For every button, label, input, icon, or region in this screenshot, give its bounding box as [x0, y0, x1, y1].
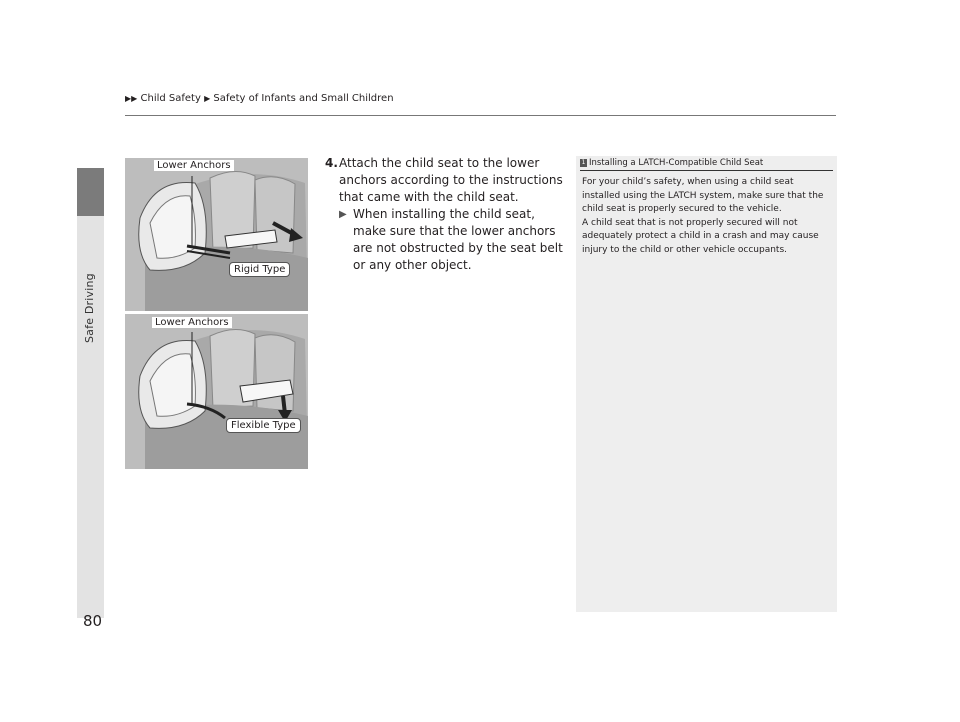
- rigid-seat-drawing: [125, 158, 308, 311]
- flexible-type-illustration: [125, 314, 308, 469]
- step-number: 4.: [325, 156, 338, 170]
- section-label: Safe Driving: [83, 273, 96, 343]
- instruction-step: [325, 155, 563, 274]
- rigid-type-illustration: [125, 158, 308, 311]
- step-text: Attach the child seat to the lower anchors according to the instructions that came with the child seat.: [339, 156, 563, 204]
- note-paragraph: For your child’s safety, when using a child seat installed using the LATCH system, make sure that the child seat is properly secured to the vehicle.: [582, 177, 824, 214]
- lower-anchors-label: Lower Anchors: [154, 160, 234, 171]
- note-box: [576, 156, 837, 612]
- note-paragraph: A child seat that is not properly secured will not adequately protect a child in a crash and may cause injury to the child or other vehicle occupants.: [582, 217, 819, 255]
- step-sub-text: When installing the child seat, make sure that the lower anchors are not obstructed by the seat belt or any other object.: [353, 207, 563, 272]
- flexible-type-tag: Flexible Type: [226, 418, 301, 433]
- breadcrumb-arrow-icon: ▶: [204, 94, 211, 103]
- side-tab: [77, 168, 104, 618]
- breadcrumb-item[interactable]: Safety of Infants and Small Children: [213, 93, 394, 104]
- note-text: [582, 176, 830, 257]
- side-tab-marker: [77, 168, 104, 216]
- rigid-type-tag: Rigid Type: [229, 262, 290, 277]
- note-ref-icon: 1: [581, 159, 586, 166]
- breadcrumb-item[interactable]: Child Safety: [140, 93, 201, 104]
- header-rule: [125, 115, 836, 116]
- sub-arrow-icon: ▶: [339, 209, 347, 220]
- breadcrumb: [125, 93, 394, 104]
- flexible-seat-drawing: [125, 314, 308, 469]
- page-number: 80: [83, 612, 103, 630]
- note-title-text: Installing a LATCH-Compatible Child Seat: [589, 158, 764, 168]
- lower-anchors-label: Lower Anchors: [152, 317, 232, 328]
- note-title: [580, 158, 833, 171]
- breadcrumb-arrow-icon: ▶▶: [125, 94, 138, 103]
